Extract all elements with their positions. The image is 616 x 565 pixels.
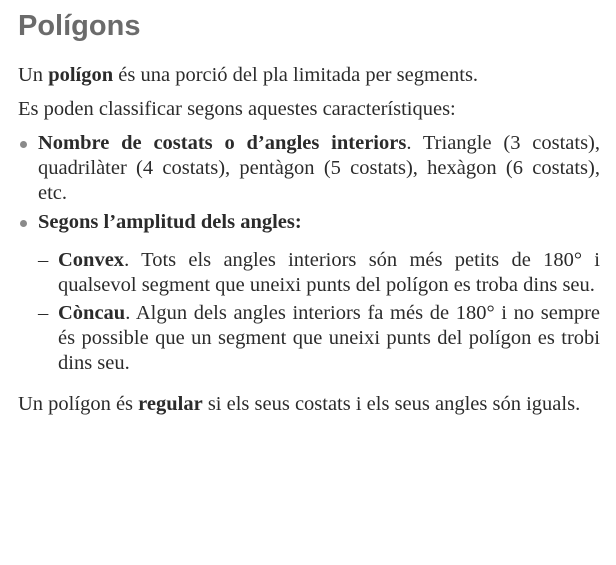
classify-paragraph: Es poden classificar segons aquestes característiques:: [18, 98, 456, 120]
dash-icon: –: [38, 249, 49, 271]
intro-post: és una porció del pla limitada per segments.: [113, 64, 479, 86]
regular-paragraph: [18, 392, 600, 417]
sublist-item-concave: [38, 301, 600, 376]
sublist-item-convex: [38, 248, 600, 298]
bullet-icon: [20, 220, 27, 227]
intro-paragraph: [18, 63, 600, 88]
concave-term: Còncau: [58, 302, 126, 324]
regular-pre: Un polígon és: [18, 393, 139, 415]
page: [18, 8, 600, 426]
angles-term: Segons l’amplitud dels angles:: [38, 211, 302, 233]
convex-term: Convex: [58, 249, 125, 271]
intro-pre: Un: [18, 64, 49, 86]
intro-term: polígon: [48, 64, 114, 86]
sides-text: . Triangle (3 costats), quadrilàter (4 costats), pentàgon (5 costats), hexàgon (6 costats), etc.: [38, 132, 600, 204]
angles-sublist: [38, 248, 600, 376]
dash-icon: –: [38, 302, 49, 324]
page-title: Polígons: [18, 10, 141, 42]
classification-list: [18, 131, 600, 376]
list-item-sides: [18, 131, 600, 206]
concave-text: . Algun dels angles interiors fa més de 180° i no sempre és possible que un segment que uneixi punts del polígon es trobi dins seu.: [58, 302, 600, 374]
sides-term: Nombre de costats o d’angles interiors: [38, 132, 407, 154]
bullet-icon: [20, 141, 27, 148]
list-item-angles: [18, 210, 600, 376]
regular-post: si els seus costats i els seus angles són iguals.: [202, 393, 581, 415]
regular-term: regular: [138, 393, 203, 415]
convex-text: . Tots els angles interiors són més petits de 180° i qualsevol segment que uneixi punts del polígon es troba dins seu.: [58, 249, 600, 296]
